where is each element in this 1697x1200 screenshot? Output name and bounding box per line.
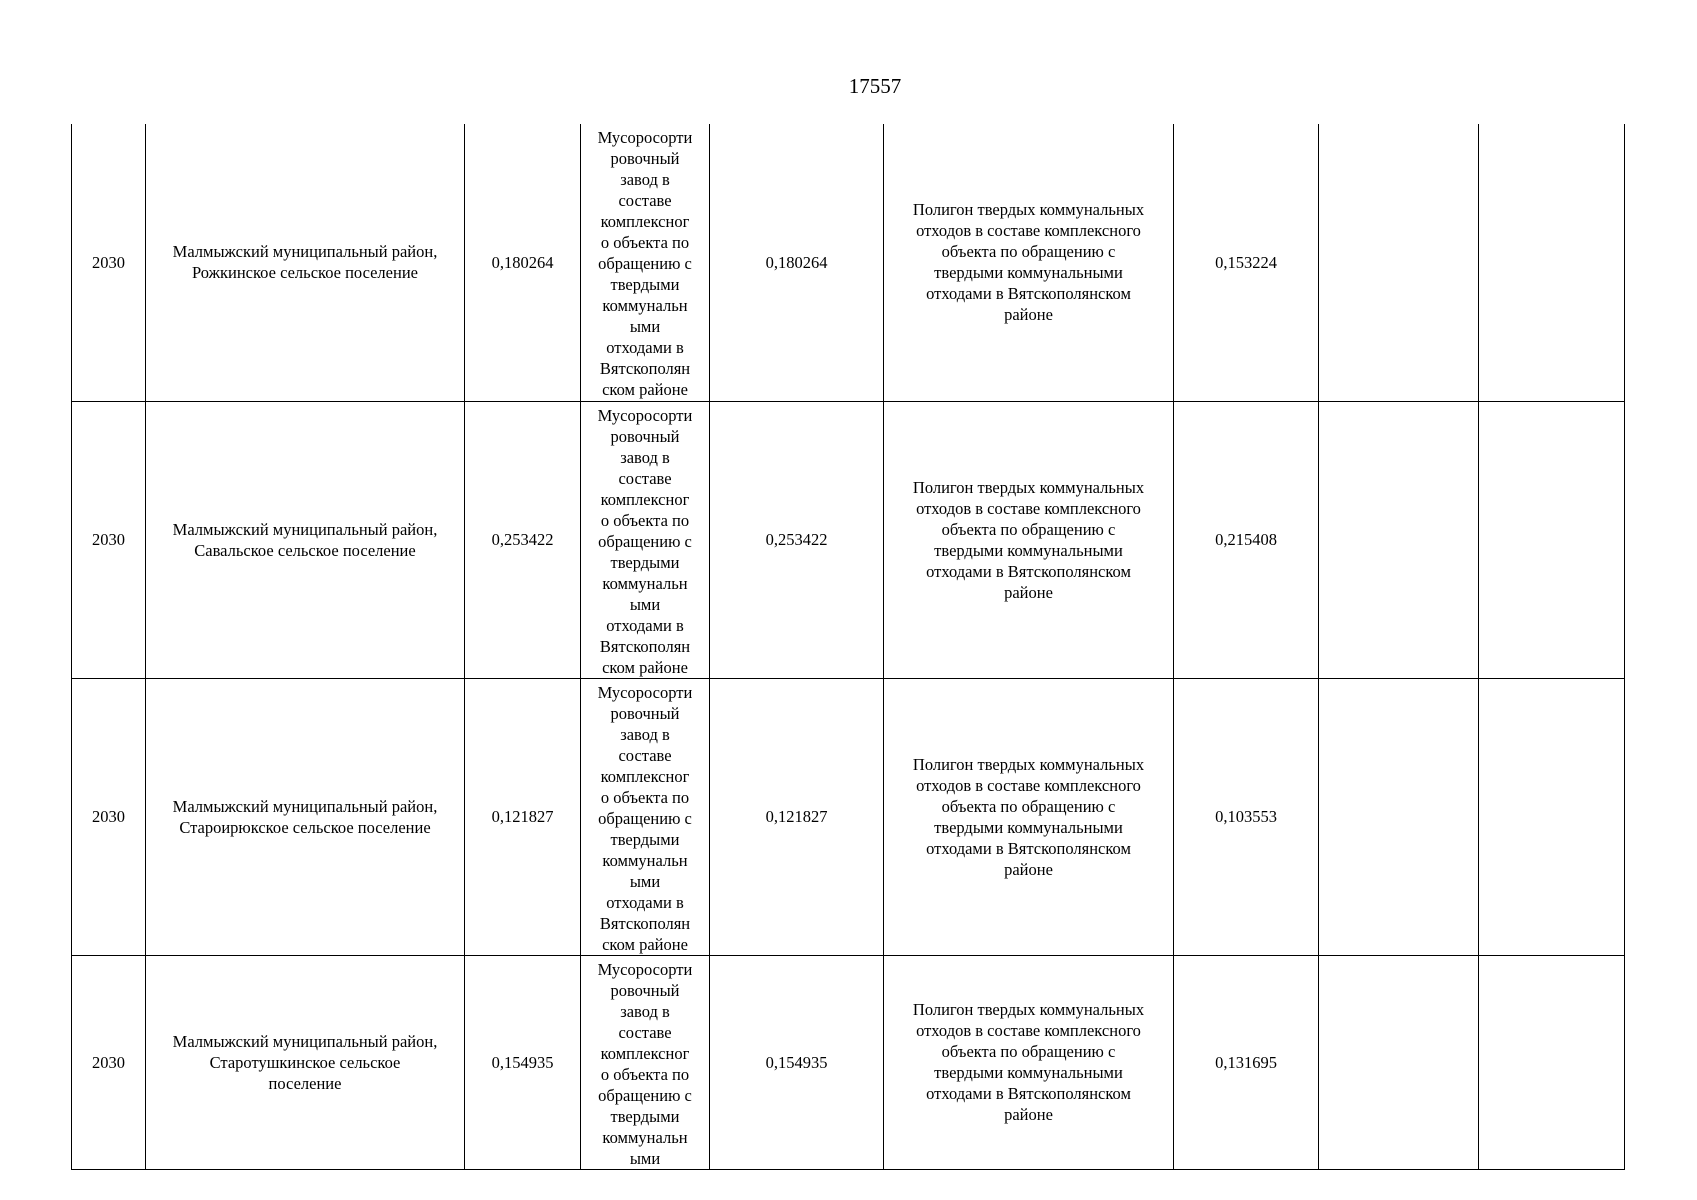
mass-cell: 0,153224 [1174,124,1319,401]
processing-object-cell: Мусоросорти ровочный завод в составе комплексног о объекта по обращению с твердыми коммунальн ыми отходами в Вятскополян ском районе [581,124,710,401]
year-cell: 2030 [72,124,146,401]
page-number: 17557 [848,74,902,98]
territory-cell: Малмыжский муниципальный район, Савальское сельское поселение [146,401,465,678]
year-cell: 2030 [72,401,146,678]
processing-object-cell: Мусоросорти ровочный завод в составе комплексног о объекта по обращению с твердыми коммунальн ыми отходами в Вятскополян ском районе [581,678,710,955]
year-cell: 2030 [72,955,146,1169]
mass-cell: 0,103553 [1174,678,1319,955]
empty-cell [1479,955,1625,1169]
mass-cell: 0,121827 [710,678,884,955]
mass-cell: 0,180264 [710,124,884,401]
mass-cell: 0,180264 [465,124,581,401]
processing-object-cell: Мусоросорти ровочный завод в составе комплексног о объекта по обращению с твердыми коммунальн ыми [581,955,710,1169]
territory-cell: Малмыжский муниципальный район, Рожкинское сельское поселение [146,124,465,401]
territory-cell: Малмыжский муниципальный район, Староирюкское сельское поселение [146,678,465,955]
empty-cell [1319,678,1479,955]
mass-cell: 0,154935 [710,955,884,1169]
empty-cell [1479,678,1625,955]
year-cell: 2030 [72,678,146,955]
table-row [72,678,1625,955]
territory-cell: Малмыжский муниципальный район, Старотушкинское сельское поселение [146,955,465,1169]
processing-object-cell: Мусоросорти ровочный завод в составе комплексног о объекта по обращению с твердыми коммунальн ыми отходами в Вятскополян ском районе [581,401,710,678]
empty-cell [1479,401,1625,678]
mass-cell: 0,215408 [1174,401,1319,678]
table-row [72,124,1625,401]
empty-cell [1319,124,1479,401]
mass-cell: 0,253422 [465,401,581,678]
mass-cell: 0,131695 [1174,955,1319,1169]
disposal-object-cell: Полигон твердых коммунальных отходов в составе комплексного объекта по обращению с твердыми коммунальными отходами в Вятскополянском районе [884,955,1174,1169]
table-row [72,401,1625,678]
waste-flow-table [71,124,1625,1170]
mass-cell: 0,253422 [710,401,884,678]
empty-cell [1319,955,1479,1169]
disposal-object-cell: Полигон твердых коммунальных отходов в составе комплексного объекта по обращению с твердыми коммунальными отходами в Вятскополянском районе [884,678,1174,955]
disposal-object-cell: Полигон твердых коммунальных отходов в составе комплексного объекта по обращению с твердыми коммунальными отходами в Вятскополянском районе [884,401,1174,678]
mass-cell: 0,154935 [465,955,581,1169]
table-row [72,955,1625,1169]
empty-cell [1319,401,1479,678]
disposal-object-cell: Полигон твердых коммунальных отходов в составе комплексного объекта по обращению с твердыми коммунальными отходами в Вятскополянском районе [884,124,1174,401]
empty-cell [1479,124,1625,401]
mass-cell: 0,121827 [465,678,581,955]
